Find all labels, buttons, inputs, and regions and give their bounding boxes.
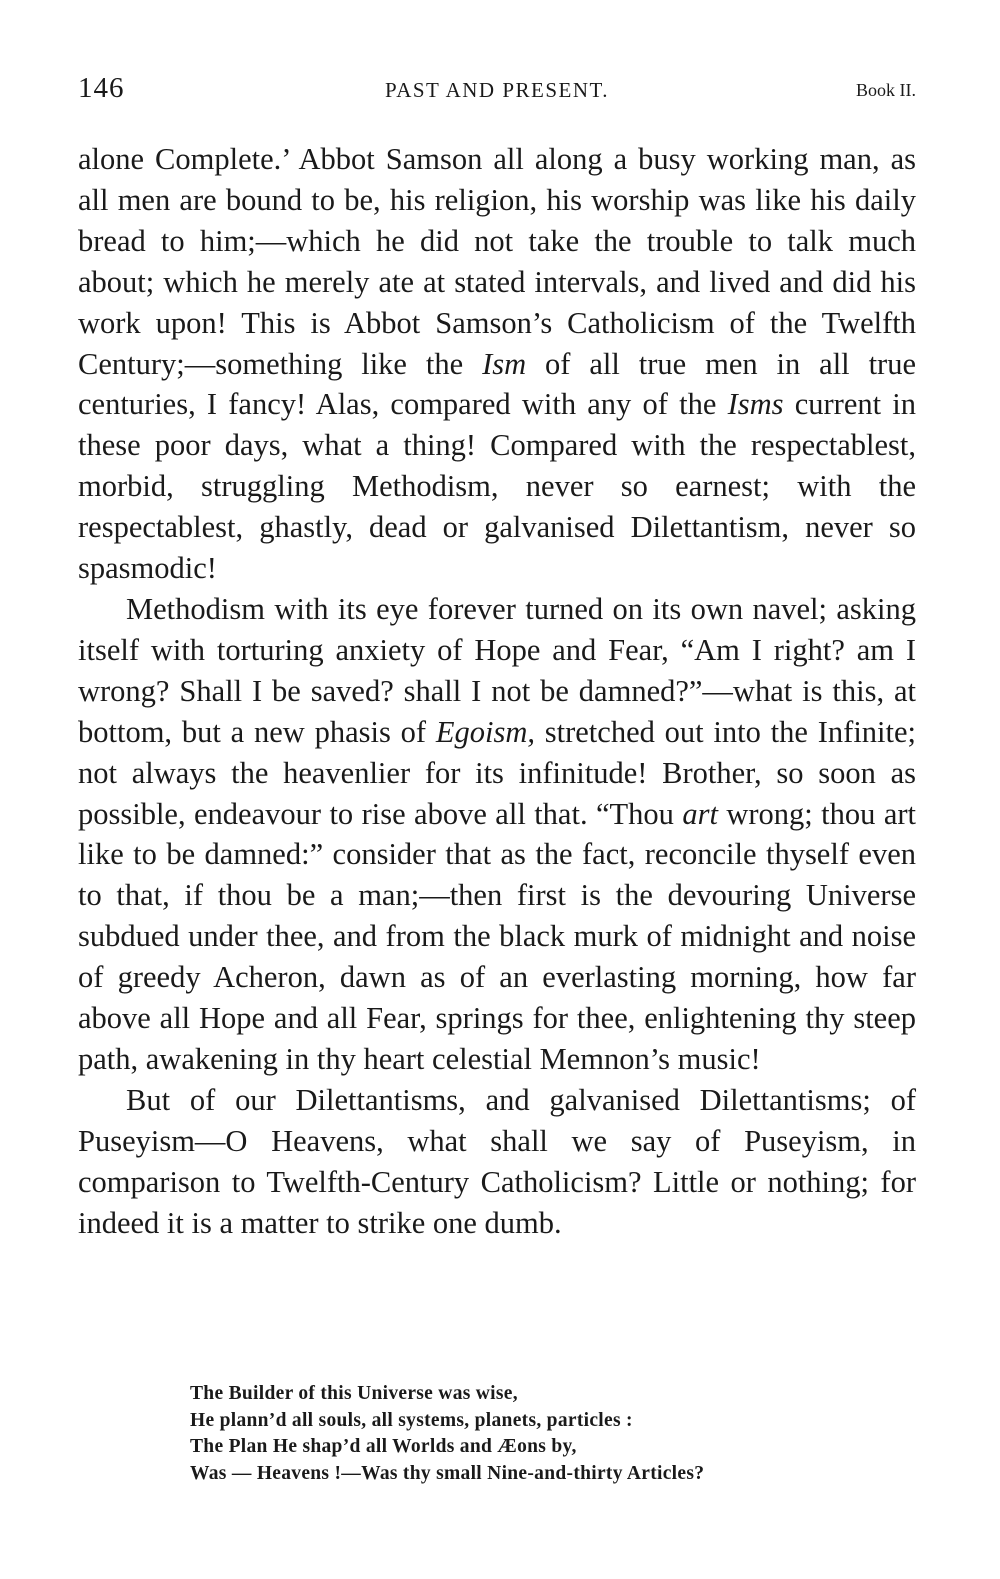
paragraph xyxy=(78,589,916,1080)
paragraph xyxy=(78,139,916,589)
verse-line: Was — Heavens !—Was thy small Nine-and-thirty Articles? xyxy=(190,1462,705,1484)
italic-term: art xyxy=(682,796,718,831)
running-head xyxy=(78,72,916,106)
paragraph-text: of all true men in all true centuries, I fancy! Alas, compared with any of the xyxy=(78,346,916,422)
paragraph-text: alone Complete.’ Abbot Samson all along a busy working man, as all men are bound to be, his religion, his worship was like his daily bread to him;—which he did not take the trouble to talk much about; which he merely ate at stated intervals, and lived and did his work upon! This is Abbot Samson’s Catholicism of the Twelfth Century;—something like the xyxy=(78,142,916,381)
italic-term: Egoism, xyxy=(435,714,535,749)
verse-line: The Plan He shap’d all Worlds and Æons by, xyxy=(190,1436,577,1457)
verse-quotation xyxy=(190,1381,704,1487)
paragraph-text: stretched out into the Infinite; not always the heavenlier for its infinitude! Brother, so soon as possible, endeavour to rise above all that. “Thou xyxy=(78,714,916,831)
paragraph-text: But of our Dilettantisms, and galvanised Dilettantisms; of Puseyism—O Heavens, what shall we say of Puseyism, in comparison to Twelfth-Century Catholicism? Little or nothing; for indeed it is a matter to strike one dumb. xyxy=(78,1082,916,1240)
paragraph-text: current in these poor days, what a thing! Compared with the respectablest, morbid, struggling Methodism, never so earnest; with the respectablest, ghastly, dead or galvanised Dilettantism, never so spasmodic! xyxy=(78,387,917,586)
verse-line: He plann’d all souls, all systems, planets, particles : xyxy=(190,1409,633,1431)
book-label: Book II. xyxy=(856,80,916,100)
italic-term: Isms xyxy=(727,387,784,422)
running-title: PAST AND PRESENT. xyxy=(384,78,610,102)
paragraph-text: wrong; thou art like to be damned:” consider that as the fact, reconcile thyself even to that, if thou be a man;—then first is the devouring Universe subdued under thee, and from the black murk of midnight and noise of greedy Acheron, dawn as of an everlasting morning, how far above all Hope and all Fear, springs for thee, enlightening thy steep path, awakening in thy heart celestial Memnon’s music! xyxy=(78,796,916,1076)
italic-term: Ism xyxy=(482,346,527,381)
body-text xyxy=(78,139,916,1243)
paragraph xyxy=(78,1080,916,1244)
paragraph-text: Methodism with its eye forever turned on its own navel; asking itself with torturing anxiety of Hope and Fear, “Am I right? am I wrong? Shall I be saved? shall I not be damned?”—what is this, at bottom, but a new phasis of xyxy=(78,591,916,749)
verse-line: The Builder of this Universe was wise, xyxy=(190,1383,518,1404)
page-number: 146 xyxy=(78,72,125,104)
